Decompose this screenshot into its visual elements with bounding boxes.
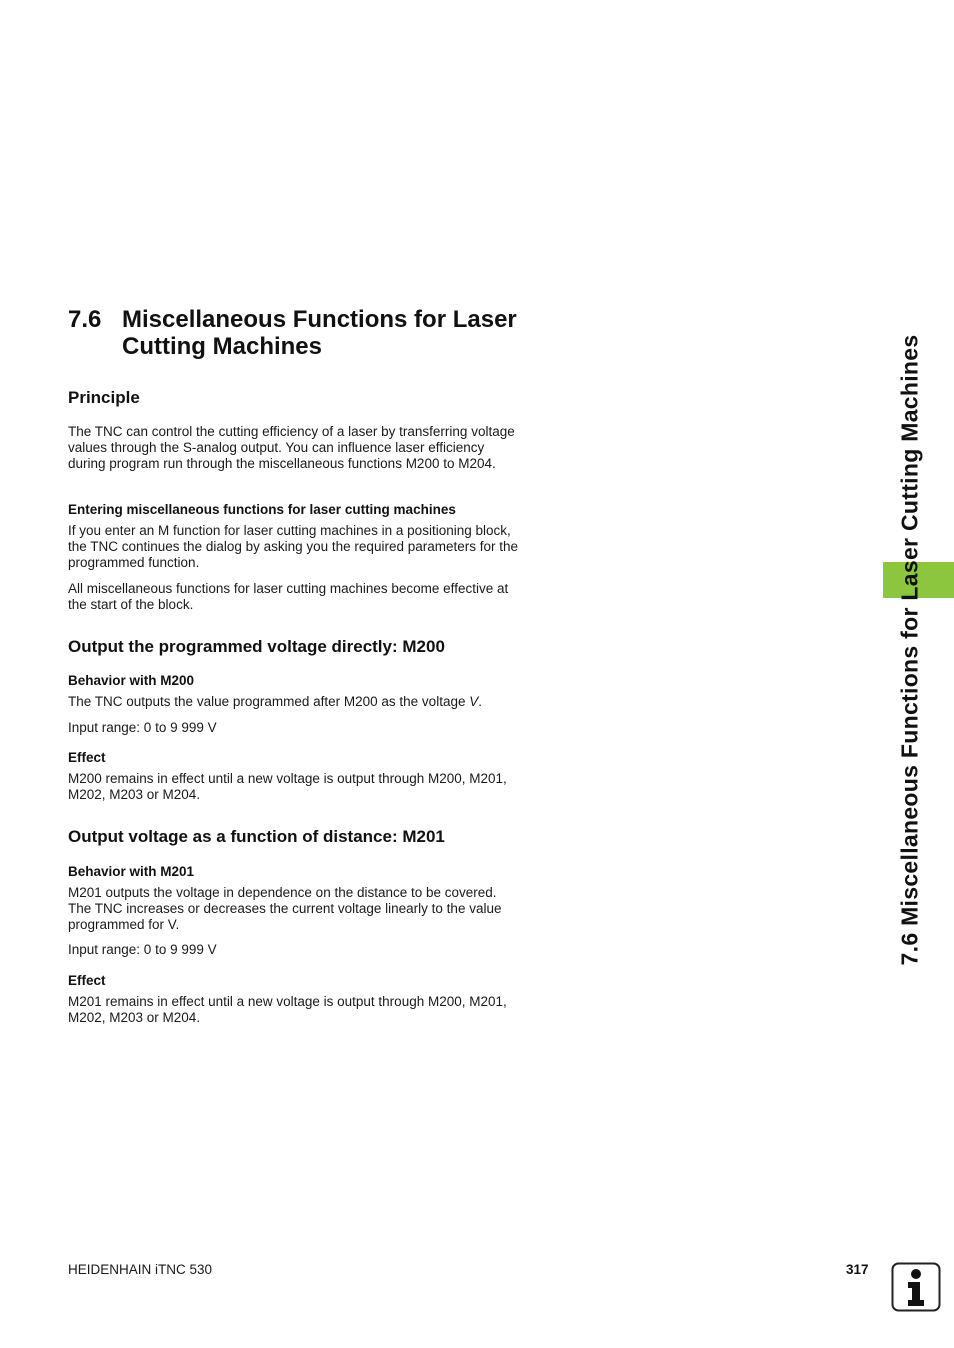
m200-input-range: Input range: 0 to 9 999 V (68, 720, 217, 735)
heading-m200: Output the programmed voltage directly: M200 (68, 637, 445, 656)
section-title-text: Miscellaneous Functions for Laser Cutting Machines (122, 306, 517, 360)
m200-effect-paragraph: M200 remains in effect until a new voltage is output through M200, M201, M202, M203 or M204. (68, 771, 507, 802)
m201-effect-paragraph: M201 remains in effect until a new voltage is output through M200, M201, M202, M203 or M204. (68, 994, 507, 1025)
m200-behavior-paragraph (68, 694, 518, 710)
subheading-behavior-m200: Behavior with M200 (68, 673, 195, 688)
m200-behavior-variable: V (469, 694, 479, 709)
principle-paragraph-1: The TNC can control the cutting efficiency of a laser by transferring voltage values through the S-analog output. You can influence laser efficiency during program run through the miscellaneous functions M200 to M204. (68, 424, 515, 471)
subheading-effect-m200: Effect (68, 750, 106, 765)
heading-principle: Principle (68, 388, 140, 407)
m201-behavior-paragraph: M201 outputs the voltage in dependence on the distance to be covered. The TNC increases or decreases the current voltage linearly to the value programmed for V. (68, 885, 502, 932)
m200-behavior-text: The TNC outputs the value programmed after M200 as the voltage (68, 694, 466, 709)
info-icon (891, 1262, 941, 1312)
subheading-entering-functions: Entering miscellaneous functions for laser cutting machines (68, 502, 456, 517)
principle-paragraph-3: All miscellaneous functions for laser cutting machines become effective at the start of the block. (68, 581, 509, 612)
side-chapter-title-text: 7.6 Miscellaneous Functions for Laser Cutting Machines (896, 334, 923, 966)
section-number: 7.6 (68, 306, 102, 333)
m200-behavior-end: . (478, 694, 483, 709)
subheading-behavior-m201: Behavior with M201 (68, 864, 195, 879)
page-number: 317 (846, 1262, 869, 1277)
m201-input-range: Input range: 0 to 9 999 V (68, 942, 217, 957)
principle-paragraph-2: If you enter an M function for laser cutting machines in a positioning block, the TNC continues the dialog by asking you the required parameters for the programmed function. (68, 523, 519, 570)
heading-m201: Output voltage as a function of distance: M201 (68, 827, 445, 846)
footer-product-name: HEIDENHAIN iTNC 530 (68, 1262, 213, 1277)
subheading-effect-m201: Effect (68, 973, 106, 988)
